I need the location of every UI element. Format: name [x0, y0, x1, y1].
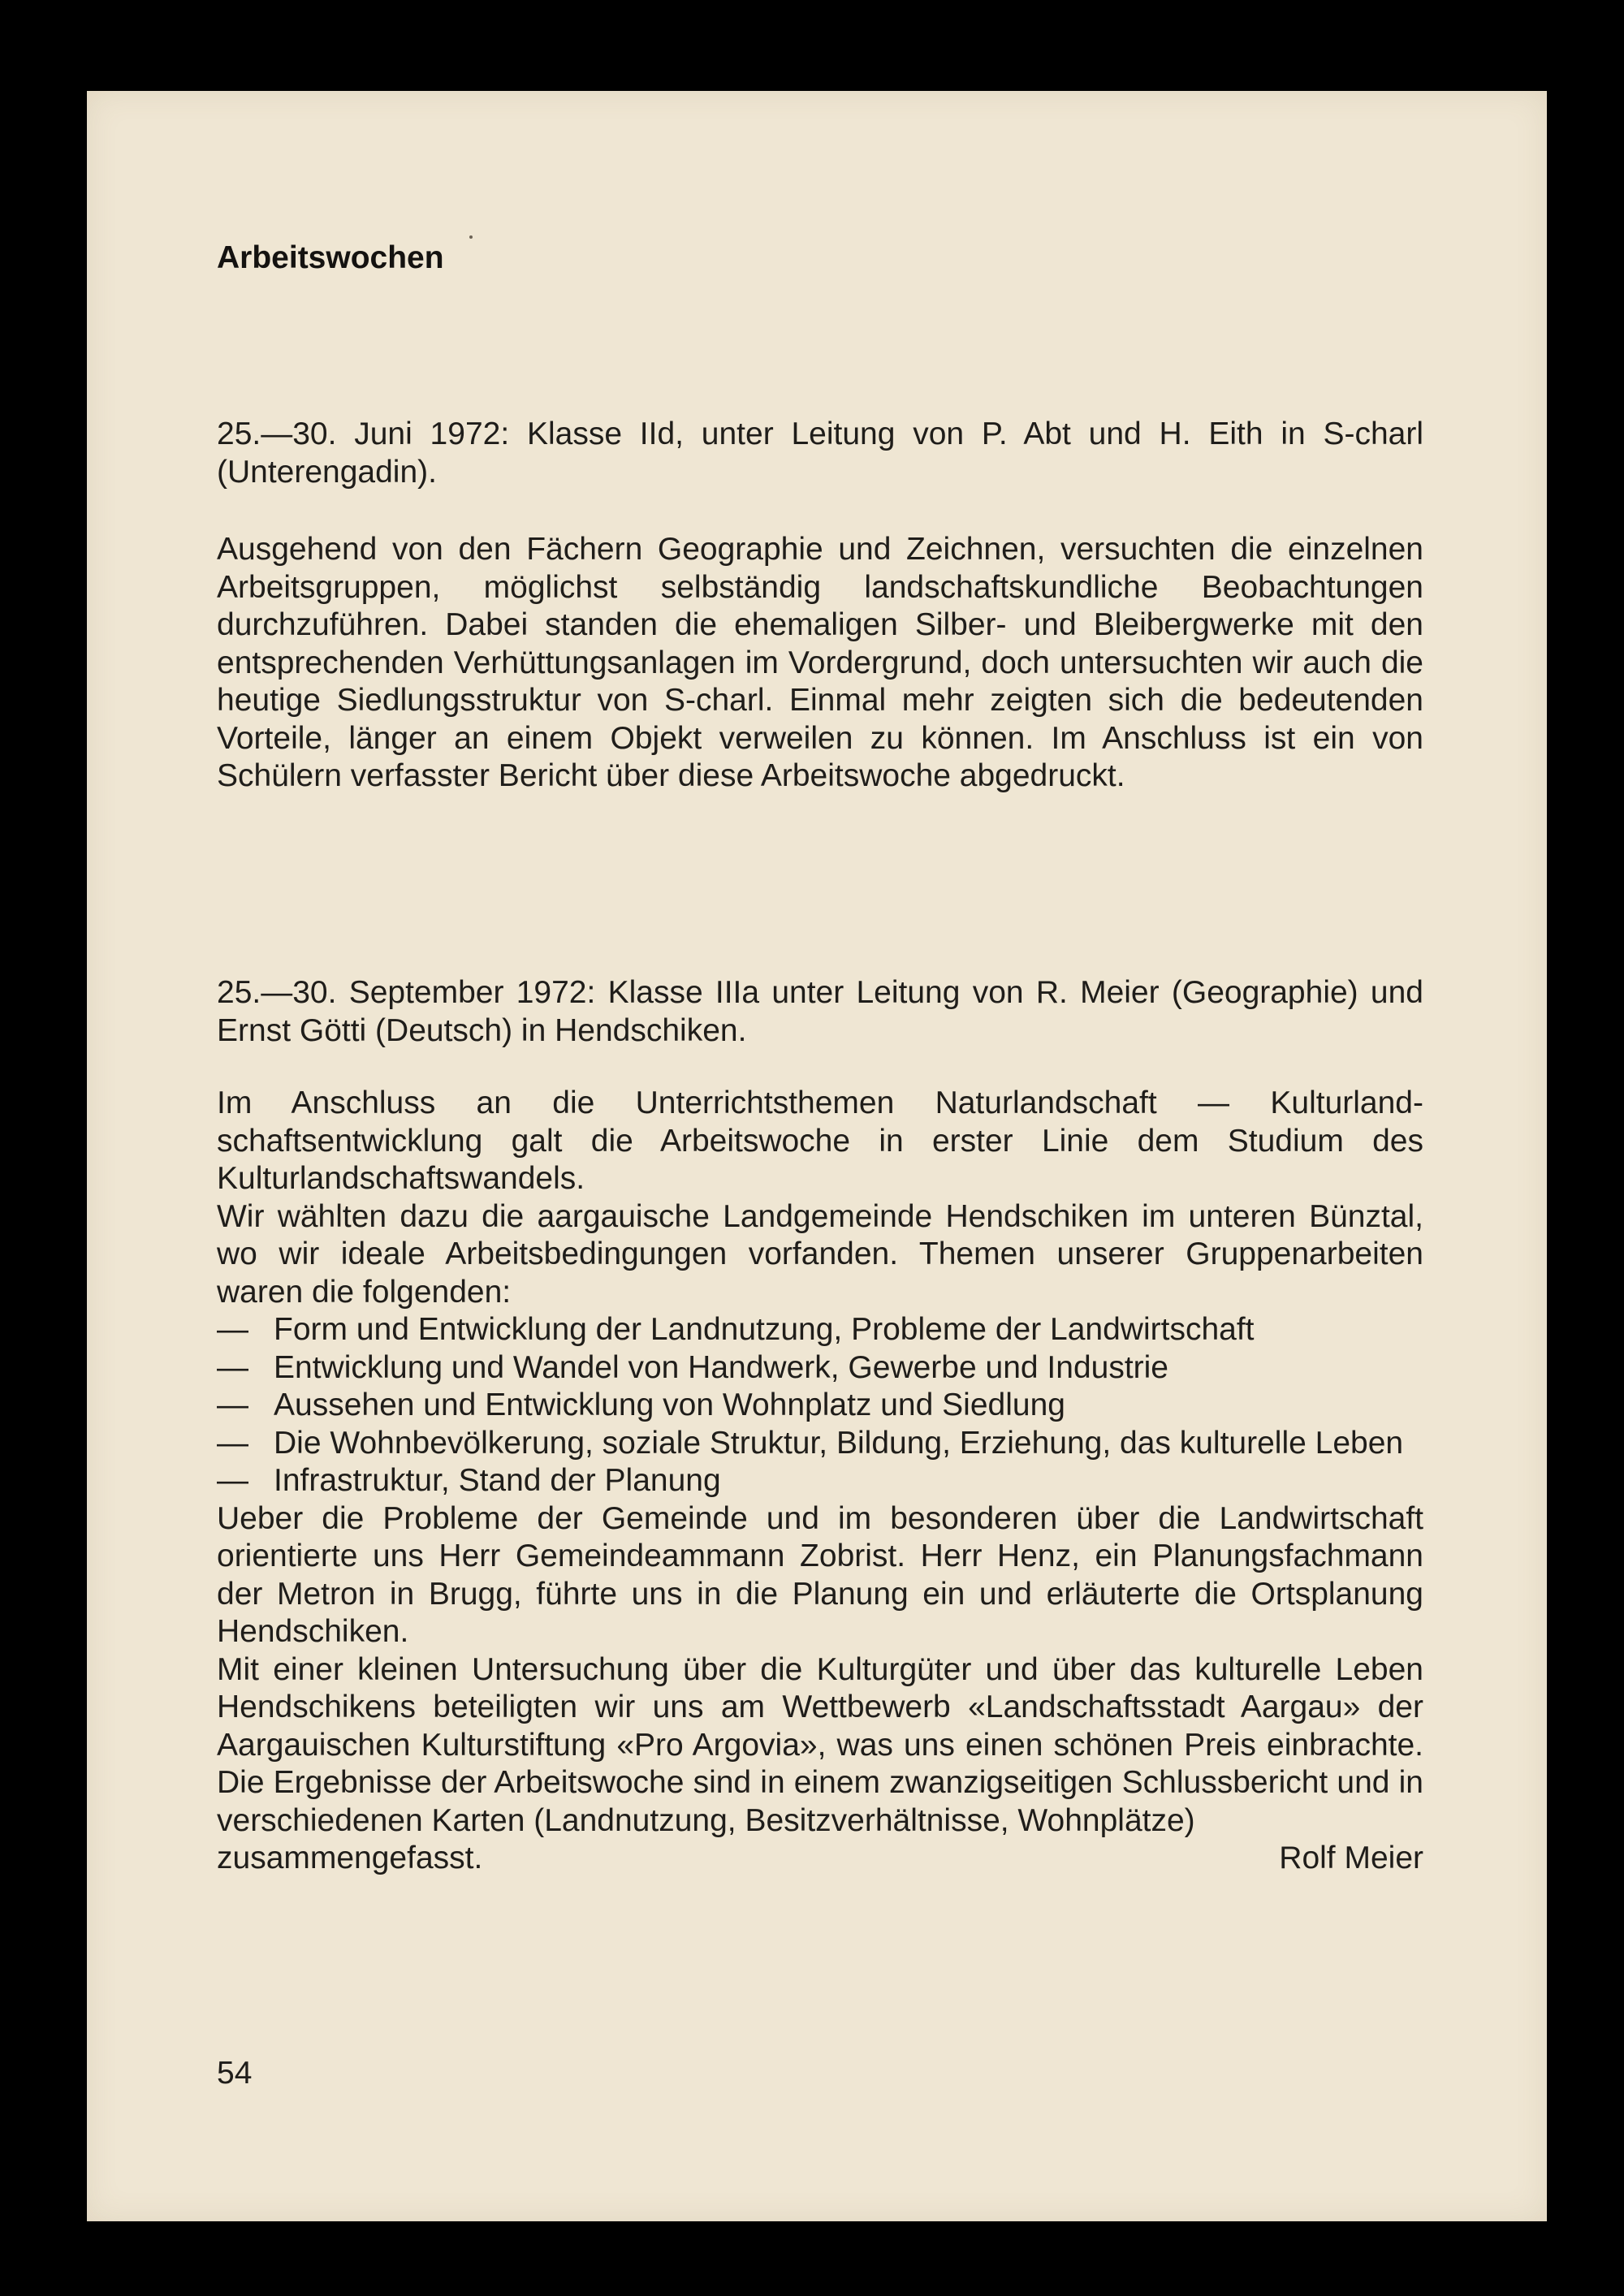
- list-item-text: Entwicklung und Wandel von Handwerk, Gewerbe und Industrie: [274, 1349, 1168, 1385]
- page-heading: Arbeitswochen: [217, 240, 444, 275]
- list-item-text: Infrastruktur, Stand der Planung: [274, 1463, 721, 1498]
- section2-para2: Mit einer kleinen Untersuchung über die Kulturgüter und über das kulturelle Leben Hendschikens beteiligten wir uns am Wettbewerb «Landschaftsstadt Aargau» der Aargauischen Kulturstiftung «Pro Argovia», was uns einen schönen Preis einbrachte. Die Ergebnisse der Arbeitswoche sind in einem zwanzigseitigen Schlussbericht und in verschiedenen Karten (Landnutzung, Besitzverhältnisse, Wohnplätze): [217, 1651, 1423, 1838]
- list-item-text: Form und Entwicklung der Landnutzung, Probleme der Landwirtschaft: [274, 1312, 1255, 1347]
- dash-marker: —: [217, 1425, 248, 1461]
- document-page: [87, 91, 1547, 2221]
- dash-marker: —: [217, 1388, 248, 1422]
- section1-body: Ausgehend von den Fächern Geographie und Zeichnen, versuchten die einzelnen Arbeitsgruppen, möglichst selbständig landschaftskundliche Beobachtungen durchzuführen. Dabei standen die ehemaligen Silber- und Bleibergwerke mit den entsprechenden Verhüttungsanlagen im Vordergrund, doch untersuchten wir auch die heutige Siedlungsstruktur von S-charl. Einmal mehr zeigten sich die bedeutenden Vorteile, länger an einem Objekt verweilen zu können. Im Anschluss ist ein von Schülern verfasster Bericht über diese Arbeitswoche abgedruckt.: [217, 532, 1423, 793]
- dash-marker: —: [217, 1349, 248, 1385]
- list-item-text: Die Wohnbevölkerung, soziale Struktur, Bildung, Erziehung, das kulturelle Leben: [274, 1425, 1404, 1461]
- section2-intro1: Im Anschluss an die Unterrichtsthemen Naturlandschaft — Kulturlandschaftsentwicklung galt die Arbeitswoche in erster Linie dem Studium des Kulturlandschaftswandels.: [217, 1085, 1423, 1196]
- section2-body: [217, 1085, 1423, 1878]
- list-item-text: Aussehen und Entwicklung von Wohnplatz und Siedlung: [274, 1388, 1065, 1422]
- page-number: 54: [217, 2056, 253, 2091]
- closing-line: [217, 1840, 1423, 1878]
- topics-list: [217, 1311, 1423, 1500]
- list-item: [217, 1349, 1423, 1388]
- paper-speck: [469, 235, 473, 239]
- section1-lead: 25.—30. Juni 1972: Klasse IId, unter Leitung von P. Abt und H. Eith in S-charl (Unterengadin).: [217, 416, 1423, 490]
- section2-para1: Ueber die Probleme der Gemeinde und im besonderen über die Landwirtschaft orientierte uns Herr Gemeindeammann Zobrist. Herr Henz, ein Planungsfachmann der Metron in Brugg, führte uns in die Planung ein und erläuterte die Ortsplanung Hendschiken.: [217, 1500, 1423, 1649]
- author-signature: Rolf Meier: [1279, 1841, 1423, 1875]
- list-item: [217, 1462, 1423, 1500]
- section2-lead: 25.—30. September 1972: Klasse IIIa unter Leitung von R. Meier (Geographie) und Ernst Götti (Deutsch) in Hendschiken.: [217, 975, 1423, 1048]
- dash-marker: —: [217, 1312, 248, 1347]
- list-item: [217, 1311, 1423, 1349]
- list-item: [217, 1425, 1423, 1463]
- closing-text: zusammengefasst.: [217, 1841, 483, 1875]
- list-item: [217, 1387, 1423, 1425]
- section2-intro2: Wir wählten dazu die aargauische Landgemeinde Hendschiken im unteren Bünztal, wo wir ideale Arbeitsbedingungen vorfanden. Themen unserer Gruppenarbeiten waren die folgenden:: [217, 1198, 1423, 1310]
- dash-marker: —: [217, 1463, 248, 1498]
